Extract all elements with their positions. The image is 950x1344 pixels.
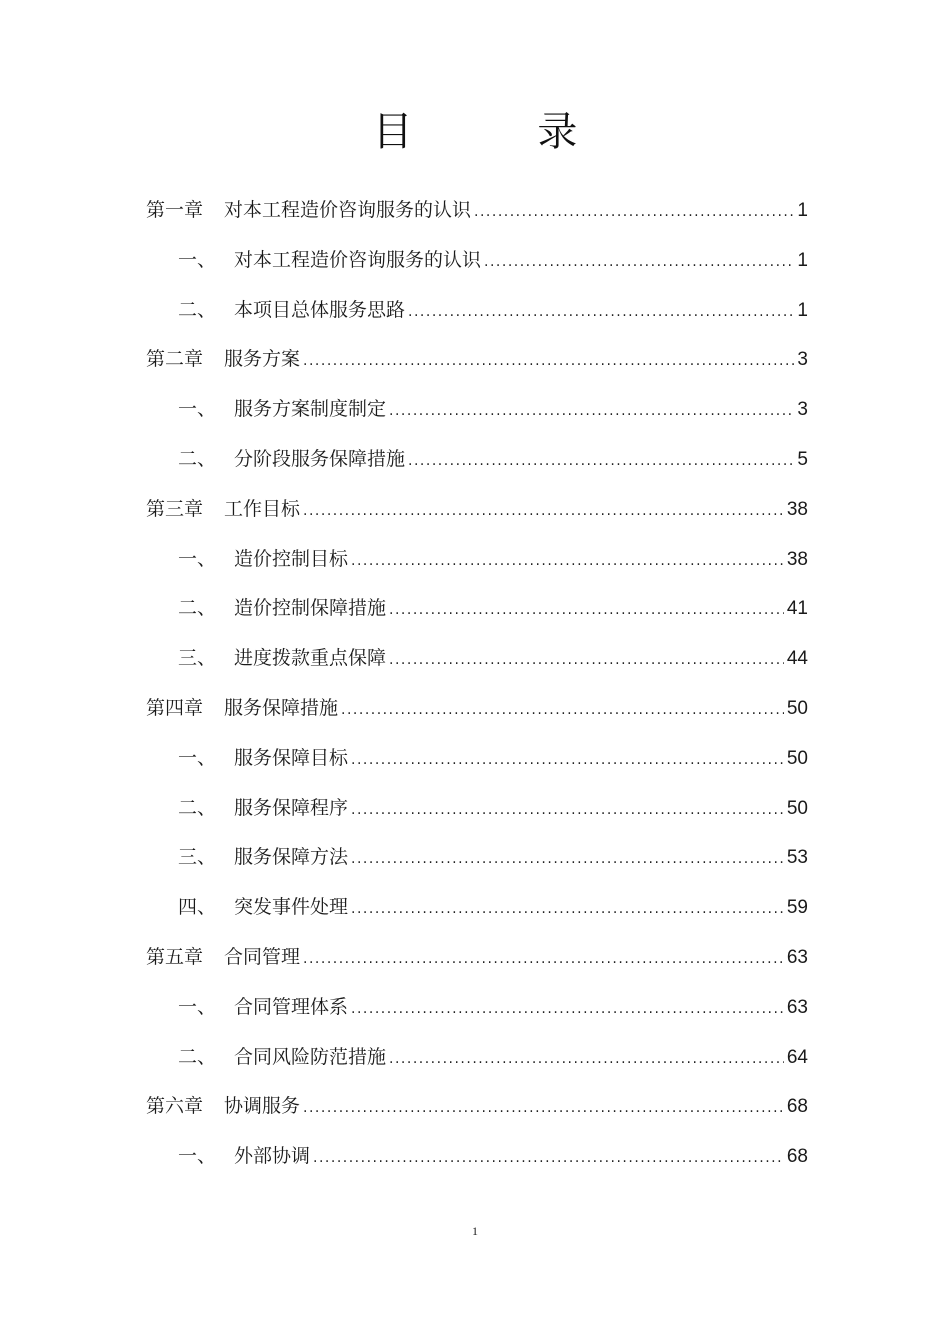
toc-section-entry[interactable] [146,435,808,485]
toc-entry-title: 协调服务 [224,1095,301,1118]
toc-section-entry[interactable] [146,236,808,286]
toc-section-entry[interactable] [146,1033,808,1083]
toc-entry-page: 3 [797,349,808,371]
toc-entry-title: 本项目总体服务思路 [234,298,406,321]
toc-entry-number: 四、 [178,896,217,919]
toc-leader-dots [351,537,784,587]
toc-entry-title: 分阶段服务保障措施 [234,447,406,470]
toc-entry-number: 二、 [178,1045,217,1068]
toc-entry-title: 造价控制目标 [234,547,349,570]
toc-entry-page: 68 [786,1096,808,1118]
toc-entry-title: 服务保障目标 [234,746,349,769]
toc-leader-dots [484,238,794,288]
toc-entry-number: 第三章 [146,497,204,520]
toc-leader-dots [303,1084,784,1134]
toc-entry-title: 合同管理体系 [234,995,349,1018]
toc-entry-page: 59 [786,897,808,919]
toc-entry-title: 服务保障程序 [234,796,349,819]
toc-entry-number: 一、 [178,547,217,570]
toc-section-entry[interactable] [146,833,808,883]
toc-leader-dots [303,487,784,537]
toc-section-entry[interactable] [146,286,808,336]
toc-section-entry[interactable] [146,734,808,784]
toc-leader-dots [313,1134,784,1184]
toc-entry-page: 38 [786,548,808,570]
toc-entry-title: 对本工程造价咨询服务的认识 [234,248,482,271]
toc-entry-title: 造价控制保障措施 [234,597,387,620]
toc-section-entry[interactable] [146,1132,808,1182]
toc-chapter-entry[interactable] [146,684,808,734]
toc-entry-title: 服务保障措施 [224,696,339,719]
toc-entry-page: 1 [797,200,808,221]
toc-entry-title: 服务方案 [224,348,301,371]
toc-title: 目 录 [372,109,634,155]
toc-entry-number: 一、 [178,1145,217,1168]
toc-entry-number: 一、 [178,746,217,769]
toc-entry-number: 二、 [178,298,217,321]
toc-entry-page: 50 [786,747,808,769]
toc-section-entry[interactable] [146,784,808,834]
toc-entry-number: 二、 [178,447,217,470]
toc-entry-title: 服务方案制度制定 [234,398,387,421]
toc-section-entry[interactable] [146,535,808,585]
toc-leader-dots [303,935,784,985]
toc-entry-number: 二、 [178,597,217,620]
toc-leader-dots [408,437,794,487]
toc-leader-dots [303,337,794,387]
toc-section-entry[interactable] [146,584,808,634]
toc-entry-title: 突发事件处理 [234,896,349,919]
toc-entry-page: 44 [786,648,808,670]
toc-entry-number: 第六章 [146,1095,204,1118]
page-number: 1 [472,1224,478,1238]
toc-entry-title: 合同管理 [224,945,301,968]
toc-entry-page: 41 [786,598,808,620]
toc-entry-page: 68 [786,1146,808,1168]
toc-entry-page: 1 [797,249,808,271]
toc-chapter-entry[interactable] [146,1082,808,1132]
toc-chapter-entry[interactable] [146,933,808,983]
toc-leader-dots [389,1035,784,1085]
toc-entry-page: 63 [786,946,808,968]
toc-chapter-entry[interactable] [146,335,808,385]
toc-leader-dots [351,736,784,786]
toc-leader-dots [389,387,794,437]
toc-leader-dots [351,885,784,935]
toc-entry-page: 50 [786,797,808,819]
toc-entry-page: 3 [797,399,808,421]
toc-leader-dots [351,835,784,885]
toc-section-entry[interactable] [146,634,808,684]
toc-entry-number: 第二章 [146,348,204,371]
toc-entry-title: 工作目标 [224,497,301,520]
toc-entry-page: 53 [786,847,808,869]
toc-leader-dots [474,188,794,238]
toc-chapter-entry[interactable] [146,186,808,236]
toc-entry-number: 第四章 [146,696,204,719]
toc-entry-title: 服务保障方法 [234,846,349,869]
toc-section-entry[interactable] [146,883,808,933]
toc-entry-number: 三、 [178,846,217,869]
toc-leader-dots [389,636,784,686]
toc-entry-number: 一、 [178,248,217,271]
toc-leader-dots [351,985,784,1035]
toc-entry-number: 第五章 [146,945,204,968]
toc-chapter-entry[interactable] [146,485,808,535]
toc-entry-number: 一、 [178,995,217,1018]
toc-entry-number: 一、 [178,398,217,421]
toc-entry-title: 外部协调 [234,1145,311,1168]
toc-entry-title: 进度拨款重点保障 [234,647,387,670]
toc-entry-page: 1 [797,299,808,321]
toc-entry-page: 63 [786,996,808,1018]
toc-entry-number: 第一章 [146,199,204,221]
toc-entry-page: 5 [797,448,808,470]
toc-leader-dots [408,288,794,338]
toc-leader-dots [341,686,784,736]
table-of-contents [146,186,808,1182]
toc-leader-dots [389,586,784,636]
toc-entry-page: 50 [786,697,808,719]
toc-entry-page: 64 [786,1046,808,1068]
toc-entry-title: 对本工程造价咨询服务的认识 [224,199,472,221]
toc-section-entry[interactable] [146,385,808,435]
toc-entry-number: 三、 [178,647,217,670]
toc-leader-dots [351,786,784,836]
toc-entry-title: 合同风险防范措施 [234,1045,387,1068]
toc-entry-number: 二、 [178,796,217,819]
toc-entry-page: 38 [786,498,808,520]
toc-section-entry[interactable] [146,983,808,1033]
